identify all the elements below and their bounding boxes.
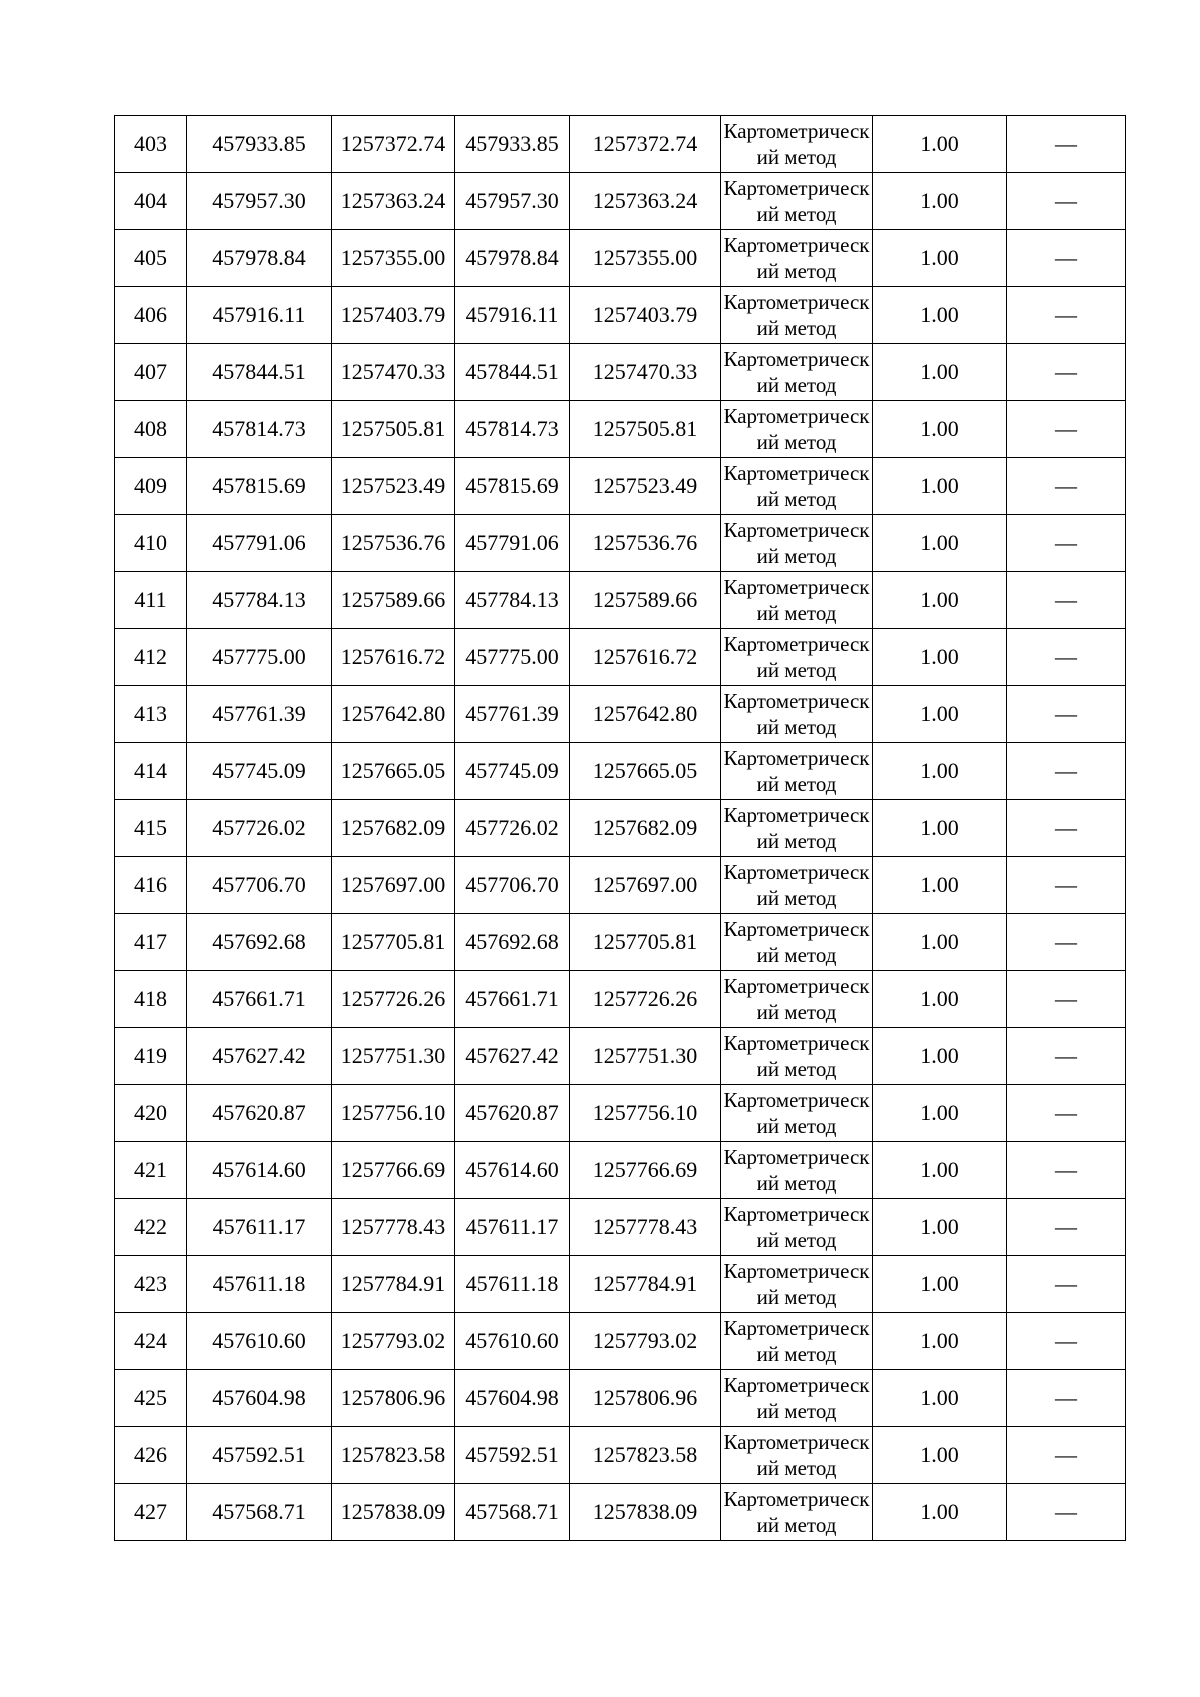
method-cell: Картометрический метод [721, 1427, 873, 1484]
new-x-cell: 457775.00 [455, 629, 570, 686]
accuracy-cell: 1.00 [873, 914, 1007, 971]
note-cell: — [1007, 1484, 1126, 1541]
point-number-cell: 407 [115, 344, 187, 401]
point-number-cell: 410 [115, 515, 187, 572]
new-x-cell: 457610.60 [455, 1313, 570, 1370]
existing-x-cell: 457661.71 [187, 971, 332, 1028]
method-cell: Картометрический метод [721, 287, 873, 344]
note-cell: — [1007, 515, 1126, 572]
existing-y-cell: 1257665.05 [332, 743, 455, 800]
note-cell: — [1007, 857, 1126, 914]
existing-y-cell: 1257470.33 [332, 344, 455, 401]
method-cell: Картометрический метод [721, 173, 873, 230]
table-row [115, 287, 1126, 344]
new-y-cell: 1257784.91 [570, 1256, 721, 1313]
method-cell: Картометрический метод [721, 857, 873, 914]
note-cell: — [1007, 971, 1126, 1028]
note-cell: — [1007, 1313, 1126, 1370]
point-number-cell: 404 [115, 173, 187, 230]
note-cell: — [1007, 572, 1126, 629]
existing-y-cell: 1257589.66 [332, 572, 455, 629]
accuracy-cell: 1.00 [873, 344, 1007, 401]
point-number-cell: 415 [115, 800, 187, 857]
new-x-cell: 457611.18 [455, 1256, 570, 1313]
note-cell: — [1007, 629, 1126, 686]
table-row [115, 686, 1126, 743]
point-number-cell: 426 [115, 1427, 187, 1484]
table-row [115, 1370, 1126, 1427]
table-row [115, 1028, 1126, 1085]
existing-x-cell: 457568.71 [187, 1484, 332, 1541]
existing-x-cell: 457610.60 [187, 1313, 332, 1370]
new-y-cell: 1257682.09 [570, 800, 721, 857]
method-cell: Картометрический метод [721, 572, 873, 629]
table-row [115, 1427, 1126, 1484]
note-cell: — [1007, 800, 1126, 857]
accuracy-cell: 1.00 [873, 572, 1007, 629]
new-x-cell: 457844.51 [455, 344, 570, 401]
point-number-cell: 420 [115, 1085, 187, 1142]
new-x-cell: 457978.84 [455, 230, 570, 287]
new-y-cell: 1257726.26 [570, 971, 721, 1028]
new-x-cell: 457726.02 [455, 800, 570, 857]
point-number-cell: 418 [115, 971, 187, 1028]
new-x-cell: 457661.71 [455, 971, 570, 1028]
new-x-cell: 457761.39 [455, 686, 570, 743]
note-cell: — [1007, 401, 1126, 458]
table-row [115, 572, 1126, 629]
existing-x-cell: 457620.87 [187, 1085, 332, 1142]
accuracy-cell: 1.00 [873, 686, 1007, 743]
existing-y-cell: 1257726.26 [332, 971, 455, 1028]
existing-y-cell: 1257363.24 [332, 173, 455, 230]
point-number-cell: 416 [115, 857, 187, 914]
point-number-cell: 413 [115, 686, 187, 743]
note-cell: — [1007, 1370, 1126, 1427]
existing-y-cell: 1257403.79 [332, 287, 455, 344]
new-y-cell: 1257806.96 [570, 1370, 721, 1427]
accuracy-cell: 1.00 [873, 173, 1007, 230]
new-y-cell: 1257355.00 [570, 230, 721, 287]
method-cell: Картометрический метод [721, 1028, 873, 1085]
method-cell: Картометрический метод [721, 1484, 873, 1541]
accuracy-cell: 1.00 [873, 629, 1007, 686]
method-cell: Картометрический метод [721, 914, 873, 971]
existing-x-cell: 457916.11 [187, 287, 332, 344]
new-y-cell: 1257642.80 [570, 686, 721, 743]
point-number-cell: 406 [115, 287, 187, 344]
existing-x-cell: 457745.09 [187, 743, 332, 800]
point-number-cell: 427 [115, 1484, 187, 1541]
note-cell: — [1007, 344, 1126, 401]
table-row [115, 401, 1126, 458]
new-x-cell: 457692.68 [455, 914, 570, 971]
new-y-cell: 1257616.72 [570, 629, 721, 686]
accuracy-cell: 1.00 [873, 1313, 1007, 1370]
table-row [115, 344, 1126, 401]
table-row [115, 1085, 1126, 1142]
existing-x-cell: 457775.00 [187, 629, 332, 686]
point-number-cell: 405 [115, 230, 187, 287]
method-cell: Картометрический метод [721, 515, 873, 572]
new-x-cell: 457568.71 [455, 1484, 570, 1541]
new-y-cell: 1257705.81 [570, 914, 721, 971]
table-row [115, 857, 1126, 914]
method-cell: Картометрический метод [721, 686, 873, 743]
accuracy-cell: 1.00 [873, 1028, 1007, 1085]
method-cell: Картометрический метод [721, 1199, 873, 1256]
table-row [115, 515, 1126, 572]
table-row [115, 116, 1126, 173]
existing-y-cell: 1257823.58 [332, 1427, 455, 1484]
new-x-cell: 457791.06 [455, 515, 570, 572]
existing-x-cell: 457706.70 [187, 857, 332, 914]
coordinates-table [114, 115, 1126, 1541]
existing-x-cell: 457761.39 [187, 686, 332, 743]
new-y-cell: 1257363.24 [570, 173, 721, 230]
point-number-cell: 425 [115, 1370, 187, 1427]
existing-y-cell: 1257784.91 [332, 1256, 455, 1313]
existing-x-cell: 457592.51 [187, 1427, 332, 1484]
existing-x-cell: 457627.42 [187, 1028, 332, 1085]
new-x-cell: 457592.51 [455, 1427, 570, 1484]
new-x-cell: 457815.69 [455, 458, 570, 515]
point-number-cell: 422 [115, 1199, 187, 1256]
note-cell: — [1007, 173, 1126, 230]
point-number-cell: 408 [115, 401, 187, 458]
existing-y-cell: 1257751.30 [332, 1028, 455, 1085]
existing-x-cell: 457604.98 [187, 1370, 332, 1427]
note-cell: — [1007, 1427, 1126, 1484]
table-row [115, 629, 1126, 686]
method-cell: Картометрический метод [721, 1256, 873, 1313]
existing-x-cell: 457815.69 [187, 458, 332, 515]
existing-x-cell: 457726.02 [187, 800, 332, 857]
new-y-cell: 1257589.66 [570, 572, 721, 629]
new-y-cell: 1257793.02 [570, 1313, 721, 1370]
accuracy-cell: 1.00 [873, 1370, 1007, 1427]
existing-y-cell: 1257806.96 [332, 1370, 455, 1427]
accuracy-cell: 1.00 [873, 1484, 1007, 1541]
method-cell: Картометрический метод [721, 1370, 873, 1427]
existing-x-cell: 457933.85 [187, 116, 332, 173]
note-cell: — [1007, 914, 1126, 971]
table-row [115, 1256, 1126, 1313]
method-cell: Картометрический метод [721, 230, 873, 287]
existing-y-cell: 1257778.43 [332, 1199, 455, 1256]
method-cell: Картометрический метод [721, 458, 873, 515]
accuracy-cell: 1.00 [873, 1427, 1007, 1484]
new-y-cell: 1257823.58 [570, 1427, 721, 1484]
method-cell: Картометрический метод [721, 629, 873, 686]
existing-x-cell: 457791.06 [187, 515, 332, 572]
existing-y-cell: 1257536.76 [332, 515, 455, 572]
existing-x-cell: 457614.60 [187, 1142, 332, 1199]
method-cell: Картометрический метод [721, 743, 873, 800]
existing-x-cell: 457957.30 [187, 173, 332, 230]
existing-y-cell: 1257697.00 [332, 857, 455, 914]
table-row [115, 1199, 1126, 1256]
table-row [115, 800, 1126, 857]
new-y-cell: 1257372.74 [570, 116, 721, 173]
point-number-cell: 411 [115, 572, 187, 629]
existing-y-cell: 1257682.09 [332, 800, 455, 857]
note-cell: — [1007, 230, 1126, 287]
table-row [115, 230, 1126, 287]
method-cell: Картометрический метод [721, 971, 873, 1028]
point-number-cell: 421 [115, 1142, 187, 1199]
note-cell: — [1007, 458, 1126, 515]
note-cell: — [1007, 1256, 1126, 1313]
new-y-cell: 1257536.76 [570, 515, 721, 572]
point-number-cell: 419 [115, 1028, 187, 1085]
new-x-cell: 457957.30 [455, 173, 570, 230]
accuracy-cell: 1.00 [873, 515, 1007, 572]
new-x-cell: 457611.17 [455, 1199, 570, 1256]
existing-y-cell: 1257705.81 [332, 914, 455, 971]
point-number-cell: 409 [115, 458, 187, 515]
table-row [115, 914, 1126, 971]
new-x-cell: 457916.11 [455, 287, 570, 344]
accuracy-cell: 1.00 [873, 1142, 1007, 1199]
new-y-cell: 1257665.05 [570, 743, 721, 800]
table-row [115, 1313, 1126, 1370]
existing-y-cell: 1257372.74 [332, 116, 455, 173]
note-cell: — [1007, 1085, 1126, 1142]
method-cell: Картометрический метод [721, 1313, 873, 1370]
method-cell: Картометрический метод [721, 401, 873, 458]
existing-y-cell: 1257505.81 [332, 401, 455, 458]
existing-x-cell: 457692.68 [187, 914, 332, 971]
note-cell: — [1007, 1142, 1126, 1199]
accuracy-cell: 1.00 [873, 1256, 1007, 1313]
existing-y-cell: 1257766.69 [332, 1142, 455, 1199]
point-number-cell: 403 [115, 116, 187, 173]
table-row [115, 173, 1126, 230]
existing-y-cell: 1257642.80 [332, 686, 455, 743]
method-cell: Картометрический метод [721, 344, 873, 401]
accuracy-cell: 1.00 [873, 401, 1007, 458]
accuracy-cell: 1.00 [873, 287, 1007, 344]
new-y-cell: 1257697.00 [570, 857, 721, 914]
new-y-cell: 1257505.81 [570, 401, 721, 458]
point-number-cell: 414 [115, 743, 187, 800]
new-x-cell: 457745.09 [455, 743, 570, 800]
new-y-cell: 1257751.30 [570, 1028, 721, 1085]
existing-x-cell: 457611.18 [187, 1256, 332, 1313]
new-y-cell: 1257778.43 [570, 1199, 721, 1256]
new-y-cell: 1257403.79 [570, 287, 721, 344]
accuracy-cell: 1.00 [873, 971, 1007, 1028]
point-number-cell: 417 [115, 914, 187, 971]
existing-y-cell: 1257793.02 [332, 1313, 455, 1370]
method-cell: Картометрический метод [721, 1085, 873, 1142]
point-number-cell: 423 [115, 1256, 187, 1313]
table-body [115, 116, 1126, 1541]
accuracy-cell: 1.00 [873, 743, 1007, 800]
existing-y-cell: 1257355.00 [332, 230, 455, 287]
accuracy-cell: 1.00 [873, 800, 1007, 857]
note-cell: — [1007, 1199, 1126, 1256]
accuracy-cell: 1.00 [873, 1199, 1007, 1256]
new-x-cell: 457620.87 [455, 1085, 570, 1142]
point-number-cell: 412 [115, 629, 187, 686]
existing-x-cell: 457784.13 [187, 572, 332, 629]
new-y-cell: 1257756.10 [570, 1085, 721, 1142]
method-cell: Картометрический метод [721, 800, 873, 857]
table-row [115, 458, 1126, 515]
accuracy-cell: 1.00 [873, 857, 1007, 914]
existing-x-cell: 457844.51 [187, 344, 332, 401]
new-x-cell: 457627.42 [455, 1028, 570, 1085]
accuracy-cell: 1.00 [873, 1085, 1007, 1142]
new-x-cell: 457814.73 [455, 401, 570, 458]
new-x-cell: 457933.85 [455, 116, 570, 173]
new-x-cell: 457784.13 [455, 572, 570, 629]
new-x-cell: 457706.70 [455, 857, 570, 914]
new-y-cell: 1257470.33 [570, 344, 721, 401]
existing-y-cell: 1257756.10 [332, 1085, 455, 1142]
table-row [115, 1484, 1126, 1541]
existing-y-cell: 1257616.72 [332, 629, 455, 686]
new-x-cell: 457614.60 [455, 1142, 570, 1199]
new-y-cell: 1257766.69 [570, 1142, 721, 1199]
existing-x-cell: 457814.73 [187, 401, 332, 458]
table-row [115, 971, 1126, 1028]
new-y-cell: 1257838.09 [570, 1484, 721, 1541]
note-cell: — [1007, 686, 1126, 743]
new-y-cell: 1257523.49 [570, 458, 721, 515]
note-cell: — [1007, 743, 1126, 800]
table-row [115, 743, 1126, 800]
point-number-cell: 424 [115, 1313, 187, 1370]
note-cell: — [1007, 287, 1126, 344]
accuracy-cell: 1.00 [873, 458, 1007, 515]
method-cell: Картометрический метод [721, 116, 873, 173]
accuracy-cell: 1.00 [873, 230, 1007, 287]
existing-x-cell: 457978.84 [187, 230, 332, 287]
note-cell: — [1007, 1028, 1126, 1085]
new-x-cell: 457604.98 [455, 1370, 570, 1427]
note-cell: — [1007, 116, 1126, 173]
existing-y-cell: 1257523.49 [332, 458, 455, 515]
existing-y-cell: 1257838.09 [332, 1484, 455, 1541]
existing-x-cell: 457611.17 [187, 1199, 332, 1256]
method-cell: Картометрический метод [721, 1142, 873, 1199]
table-row [115, 1142, 1126, 1199]
accuracy-cell: 1.00 [873, 116, 1007, 173]
